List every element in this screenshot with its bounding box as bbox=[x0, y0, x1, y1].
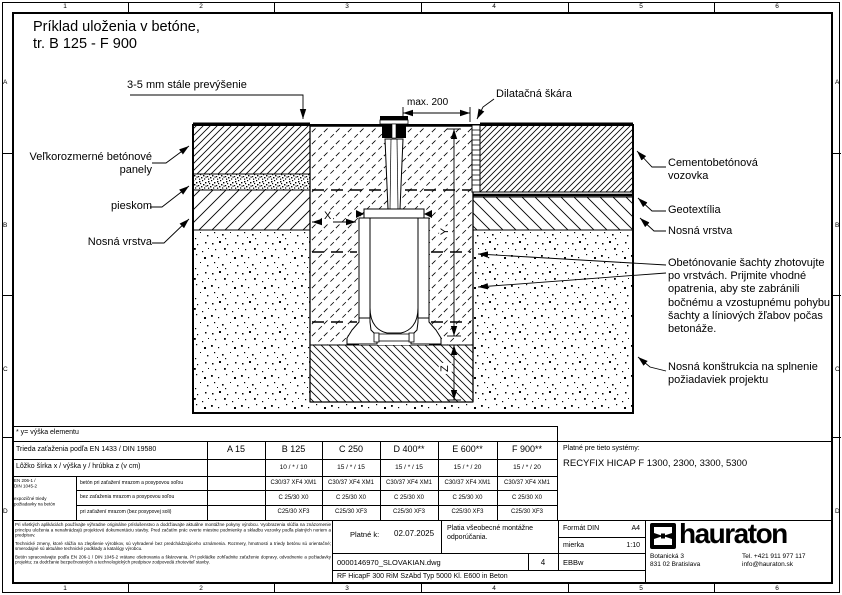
file-name: 0000146970_SLOVAKIAN.dwg bbox=[337, 558, 441, 567]
frame-column-label: 2 bbox=[199, 585, 203, 592]
frame-row-label: C bbox=[835, 366, 840, 373]
label-geotextile: Geotextília bbox=[668, 204, 721, 216]
frame-row-label: B bbox=[835, 222, 840, 229]
frame-column-label: 1 bbox=[63, 3, 67, 10]
table-line bbox=[76, 505, 557, 506]
drawing-title-line1: Príklad uloženia v betóne, bbox=[33, 19, 200, 35]
frame-column-label: 6 bbox=[775, 3, 779, 10]
load-class-row-label: Trieda zaťaženia podľa EN 1433 / DIN 19580 bbox=[16, 446, 157, 453]
titleblock-line bbox=[332, 570, 645, 571]
dimension-x-label: X bbox=[324, 210, 332, 222]
left-roadway-layers bbox=[193, 125, 310, 230]
titleblock-line bbox=[645, 520, 646, 584]
scale-label: mierka bbox=[563, 542, 585, 549]
disclaimer-block bbox=[15, 522, 331, 582]
table-line bbox=[12, 476, 557, 477]
frame-row-label: C bbox=[3, 366, 8, 373]
drawing-title-line2: tr. B 125 - F 900 bbox=[33, 36, 137, 52]
frame-row-label: D bbox=[3, 508, 8, 515]
table-cell: C30/37 XF4 XM1 bbox=[444, 480, 491, 486]
sheet-number: 4 bbox=[540, 558, 546, 567]
table-line bbox=[12, 441, 833, 442]
label-expansion-joint: Dilatačná škára bbox=[496, 88, 572, 100]
scale-value: 1:10 bbox=[626, 542, 640, 549]
valid-from-date: 02.07.2025 bbox=[394, 529, 435, 538]
frame-column-label: 3 bbox=[345, 585, 349, 592]
standards-cell bbox=[14, 478, 76, 520]
table-cell: 15 / * / 20 bbox=[453, 464, 482, 471]
format-label: Formát DIN bbox=[563, 525, 600, 532]
standards-line: EN 206-1 / bbox=[14, 478, 36, 483]
table-cell: 15 / * / 20 bbox=[513, 464, 541, 471]
company-phone: Tel. +421 911 977 117 bbox=[742, 553, 806, 560]
frame-column-label: 5 bbox=[639, 585, 643, 592]
label-base-layer-right: Nosná vrstva bbox=[668, 225, 733, 237]
company-address-line2: 831 02 Bratislava bbox=[650, 561, 701, 568]
systems-list: RECYFIX HICAP F 1300, 2300, 3300, 5300 bbox=[563, 458, 748, 469]
frame-column-label: 4 bbox=[492, 585, 496, 592]
table-cell: C25/30 XF3 bbox=[451, 509, 484, 515]
frame-column-label: 4 bbox=[492, 3, 496, 10]
concrete-row-label: pri zaťažení mrazom (bez posypovej soli) bbox=[80, 509, 172, 515]
label-support-structure: Nosná konštrukcia na splnenie požiadaviek projektu bbox=[668, 361, 818, 387]
frame-row-label: A bbox=[835, 79, 840, 86]
load-class-header: E 600** bbox=[452, 444, 483, 454]
dimension-z-label: Z bbox=[438, 365, 451, 372]
bedding-row-label: Lôžko šírka x / výška y / hrúbka z (v cm) bbox=[16, 463, 141, 470]
table-cell: C25/30 XF3 bbox=[510, 509, 544, 515]
format-value: A4 bbox=[631, 525, 640, 532]
table-cell: C 25/30 X0 bbox=[452, 495, 483, 501]
label-pavement: Cementobetónová vozovka bbox=[668, 157, 758, 183]
load-class-header: F 900** bbox=[511, 444, 543, 454]
disclaimer-paragraph: Pri všetkých aplikáciách používajte výhradne originálne príslušenstvo a dodržiavajte aktuálne montážne pokyny výrobcu. Vyobrazenia slúžia na znázornenie princípu uloženia a nenahrádzajú projektovú dokumentáciu stavby. Pred začatím prác overte miestne podmienky a skladbu vozovky podľa platných noriem a predpisov. bbox=[15, 522, 331, 538]
footnote-y-height: * y= výška elementu bbox=[16, 429, 79, 436]
expansion-joint bbox=[472, 125, 480, 192]
table-cell: C30/37 XF4 XM1 bbox=[270, 480, 317, 486]
valid-from-label: Platné k: bbox=[350, 530, 380, 539]
concrete-row-label: betón pri zaťažení mrazom a posypovou soľou bbox=[80, 480, 184, 486]
hauraton-wordmark: hauraton bbox=[679, 518, 787, 549]
frame-column-label: 2 bbox=[199, 3, 203, 10]
right-roadway-layers bbox=[473, 125, 633, 230]
label-overhang: 3-5 mm stále prevýšenie bbox=[127, 79, 247, 91]
load-class-header: B 125 bbox=[281, 444, 306, 454]
frame-column-label: 5 bbox=[639, 3, 643, 10]
table-cell: C30/37 XF4 XM1 bbox=[327, 480, 375, 486]
table-line bbox=[12, 426, 557, 427]
table-line bbox=[12, 459, 557, 460]
table-cell: 15 / * / 15 bbox=[337, 464, 365, 471]
company-email: info@hauraton.sk bbox=[742, 561, 794, 568]
frame-column-label: 6 bbox=[775, 585, 779, 592]
dimension-y-label: Y bbox=[439, 227, 452, 236]
standards-line: expozičné triedy bbox=[14, 496, 47, 501]
table-line bbox=[76, 490, 557, 491]
titleblock-line bbox=[558, 537, 645, 538]
label-base-layer-left: Nosná vrstva bbox=[87, 236, 152, 248]
standards-line: DIN 1045-2 bbox=[14, 483, 38, 489]
frame-column-label: 1 bbox=[63, 585, 67, 592]
general-note: Platia všeobecné montážne odporúčania. bbox=[447, 525, 533, 541]
frame-row-label: D bbox=[835, 508, 840, 515]
table-cell: C25/30 XF3 bbox=[392, 509, 426, 515]
load-class-header: D 400** bbox=[393, 444, 425, 454]
label-sand: pieskom bbox=[111, 200, 152, 212]
disclaimer-paragraph: Betón spracovávajte podľa EN 206-1 / DIN 1045-2 vrátane ošetrovania a škárovania. Pri pokládke zohľadnite zaťaženie dopravy, odvodnenie a požiadavky projektu; za dodržanie bezpečnostných a technologických predpisov zodpovedá zhotoviteľ stavby. bbox=[15, 554, 331, 565]
titleblock-line bbox=[332, 553, 645, 554]
table-cell: C 25/30 X0 bbox=[335, 495, 367, 501]
titleblock-line bbox=[441, 520, 442, 553]
table-cell: C 25/30 X0 bbox=[393, 495, 425, 501]
table-cell: C 25/30 X0 bbox=[278, 495, 309, 501]
document-title: RF HicapF 300 RiM SzAbd Typ 5000 Kl. E600 in Beton bbox=[337, 573, 508, 580]
table-cell: C25/30 XF3 bbox=[277, 509, 310, 515]
table-cell: C30/37 XF4 XM1 bbox=[385, 480, 433, 486]
disclaimer-paragraph: Technické zmeny, ktoré slúžia na zlepšenie výrobkov, sú vyhradené bez predchádzajúceho oznámenia. Rozmery, hmotnosti a triedy betónu sú orientačné; smerodajné sú aktuálne technické podklady a katalógy výrobcu. bbox=[15, 540, 331, 551]
titleblock-line bbox=[558, 520, 559, 570]
frame-column-label: 3 bbox=[345, 3, 349, 10]
label-encasement-note: Obetónovanie šachty zhotovujte po vrstvách. Prijmite vhodné opatrenia, aby ste zabránili bočnému a vzostupnému pohybu šachty a líniových žľabov počas betonáže. bbox=[668, 257, 831, 336]
frame-row-label: A bbox=[3, 79, 8, 86]
table-cell: C25/30 XF3 bbox=[334, 509, 368, 515]
label-max-width: max. 200 bbox=[407, 97, 449, 108]
systems-heading: Platné pre tieto systémy: bbox=[563, 445, 640, 452]
company-address-line1: Botanická 3 bbox=[650, 553, 684, 560]
titleblock-line bbox=[332, 520, 333, 584]
hauraton-logo-icon bbox=[650, 523, 676, 549]
concrete-row-label: bez zaťaženia mrazom a posypovou soľou bbox=[80, 494, 175, 500]
standards-line: požiadavky na betón bbox=[14, 501, 56, 507]
table-line bbox=[557, 426, 558, 520]
label-concrete-panels: Veľkorozmerné betónové panely bbox=[29, 151, 152, 177]
table-cell: C 25/30 X0 bbox=[511, 495, 543, 501]
table-cell: 15 / * / 15 bbox=[395, 464, 423, 471]
table-line bbox=[76, 476, 77, 520]
load-class-header: A 15 bbox=[226, 444, 246, 454]
load-class-header: C 250 bbox=[338, 444, 364, 454]
table-cell: 10 / * / 10 bbox=[279, 464, 308, 471]
table-cell: C30/37 XF4 XM1 bbox=[503, 480, 551, 486]
frame-row-label: B bbox=[3, 222, 8, 229]
drawing-code: EBBw bbox=[563, 558, 584, 567]
